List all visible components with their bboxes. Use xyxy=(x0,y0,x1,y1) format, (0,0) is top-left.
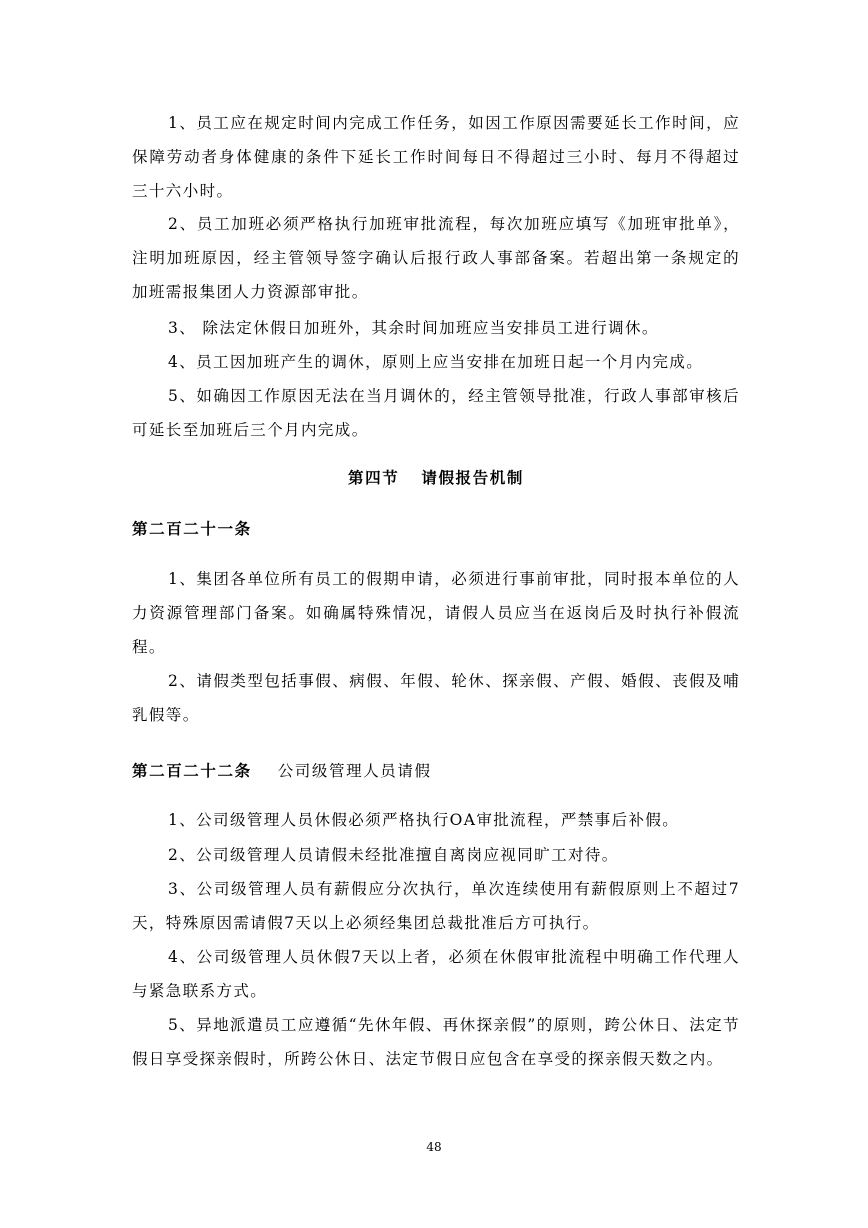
overtime-item-3: 3、 除法定休假日加班外，其余时间加班应当安排员工进行调休。 xyxy=(168,319,659,337)
article-221-item-2: 2、请假类型包括事假、病假、年假、轮休、探亲假、产假、婚假、丧假及哺乳假等。 xyxy=(132,672,740,724)
overtime-item-5: 5、如确因工作原因无法在当月调休的，经主管领导批准，行政人事部审核后可延长至加班后三个月内完成。 xyxy=(132,387,740,439)
article-222-heading xyxy=(132,759,740,781)
section-heading xyxy=(132,466,740,488)
article-number: 第二百二十二条 xyxy=(132,762,252,780)
article-222-item-5: 5、异地派遣员工应遵循“先休年假、再休探亲假”的原则，跨公休日、法定节假日享受探亲假时，所跨公休日、法定节假日应包含在享受的探亲假天数之内。 xyxy=(132,1016,740,1068)
overtime-item-1: 1、员工应在规定时间内完成工作任务，如因工作原因需要延长工作时间，应保障劳动者身体健康的条件下延长工作时间每日不得超过三小时、每月不得超过三十六小时。 xyxy=(132,114,740,200)
section-title: 请假报告机制 xyxy=(421,469,524,487)
article-222-item-3: 3、公司级管理人员有薪假应分次执行，单次连续使用有薪假原则上不超过7天，特殊原因需请假7天以上必须经集团总裁批准后方可执行。 xyxy=(132,880,740,932)
article-subtitle: 公司级管理人员请假 xyxy=(277,762,432,780)
overtime-item-4: 4、员工因加班产生的调休，原则上应当安排在加班日起一个月内完成。 xyxy=(168,353,704,371)
overtime-item-2: 2、员工加班必须严格执行加班审批流程，每次加班应填写《加班审批单》，注明加班原因，经主管领导签字确认后报行政人事部备案。若超出第一条规定的加班需报集团人力资源部审批。 xyxy=(132,215,740,301)
article-number: 第二百二十一条 xyxy=(132,520,252,538)
article-221-heading xyxy=(132,517,740,539)
article-222-item-2: 2、公司级管理人员请假未经批准擅自离岗应视同旷工对待。 xyxy=(168,846,619,864)
article-221-item-1: 1、集团各单位所有员工的假期申请，必须进行事前审批，同时报本单位的人力资源管理部门备案。如确属特殊情况，请假人员应当在返岗后及时执行补假流程。 xyxy=(132,570,740,656)
page-number: 48 xyxy=(426,1140,442,1154)
article-222-item-1: 1、公司级管理人员休假必须严格执行OA审批流程，严禁事后补假。 xyxy=(168,811,680,829)
section-number: 第四节 xyxy=(348,469,400,487)
article-222-item-4: 4、公司级管理人员休假7天以上者，必须在休假审批流程中明确工作代理人与紧急联系方式。 xyxy=(132,948,740,1000)
